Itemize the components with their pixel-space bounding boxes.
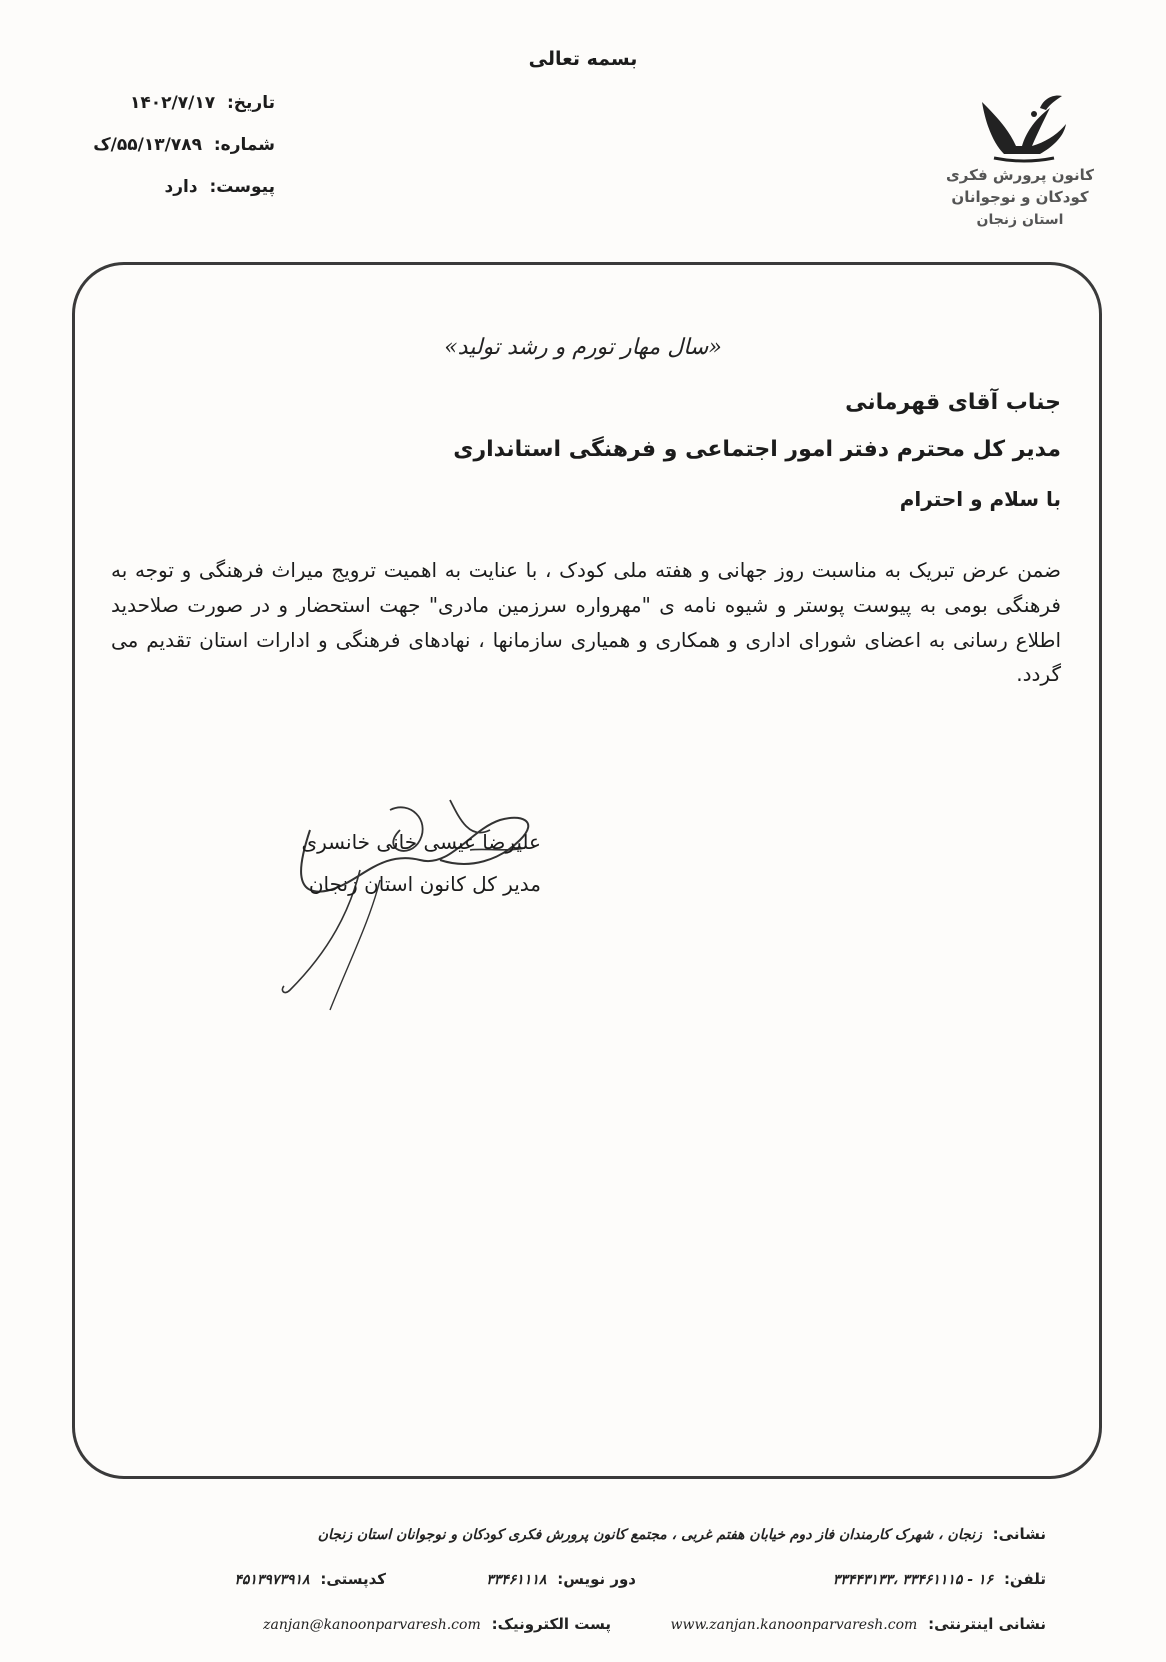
number-line [60,135,275,155]
letter-body: ضمن عرض تبریک به مناسبت روز جهانی و هفته ملی کودک ، با عنایت به اهمیت ترویج میراث فرهنگی و توجه به فرهنگی بومی به پیوست پوستر و شیوه نامه ی "مهرواره سرزمین مادری" جهت استحضار و در صورت صلاحدید اطلاع رسانی به اعضای شورای اداری و همکاری و همیاری سازمانها ، نهادهای فرهنگی و ادارات استان تقدیم می گردد. [111,558,1061,687]
year-motto: «سال مهار تورم و رشد تولید» [444,335,722,360]
web-label: نشانی اینترنتی: [928,1615,1046,1633]
footer-postal [234,1570,386,1588]
postal-label: کدپستی: [320,1570,386,1588]
footer-website [670,1615,1046,1633]
logo-text-line3: استان زنجان [976,212,1064,228]
footer-fax [486,1570,636,1588]
footer-address [318,1525,1046,1543]
addressee-title: مدیر کل محترم دفتر امور اجتماعی و فرهنگی استانداری [453,437,1061,462]
number-label: شماره: [213,135,275,155]
attachment-line [60,177,275,197]
fax-value: ۳۳۴۶۱۱۱۸ [486,1572,547,1588]
phone-label: تلفن: [1003,1570,1046,1588]
phone-value: ۱۶ - ۳۳۴۶۱۱۱۵ ،۳۳۴۴۳۱۳۳ [832,1572,994,1588]
greeting: با سلام و احترام [899,487,1061,511]
address-value: زنجان ، شهرک کارمندان فاز دوم خیابان هفتم غربی ، مجتمع کانون پرورش فکری کودکان و نوجوانان استان زنجان [317,1527,982,1543]
addressee-name: جناب آقای قهرمانی [845,390,1061,415]
signer-title: مدیر کل کانون استان زنجان [308,872,541,896]
date-value: ۱۴۰۲/۷/۱۷ [130,93,216,113]
attachment-label: پیوست: [209,177,275,197]
website-link[interactable]: www.zanjan.kanoonparvaresh.com [670,1617,918,1633]
signature-image [270,790,570,1020]
postal-value: ۴۵۱۳۹۷۳۹۱۸ [234,1572,310,1588]
date-label: تاریخ: [227,93,275,113]
fax-label: دور نویس: [557,1570,636,1588]
address-label: نشانی: [992,1525,1046,1543]
footer-email [263,1615,611,1633]
page-header-title: بسمه تعالی [528,48,638,70]
date-line [60,93,275,113]
signer-name: علیرضا عیسی خانی خانسری [301,830,541,854]
logo-text-line2: کودکان و نوجوانان [951,188,1089,206]
footer-phone [833,1570,1046,1588]
logo-text-line1: کانون پرورش فکری [946,166,1094,184]
kanoon-bird-logo-icon [964,84,1074,164]
email-link[interactable]: zanjan@kanoonparvaresh.com [263,1617,481,1633]
email-label: پست الکترونیک: [491,1615,611,1633]
attachment-value: دارد [164,177,198,197]
number-value: ۵۵/۱۳/۷۸۹/ک [93,135,202,155]
